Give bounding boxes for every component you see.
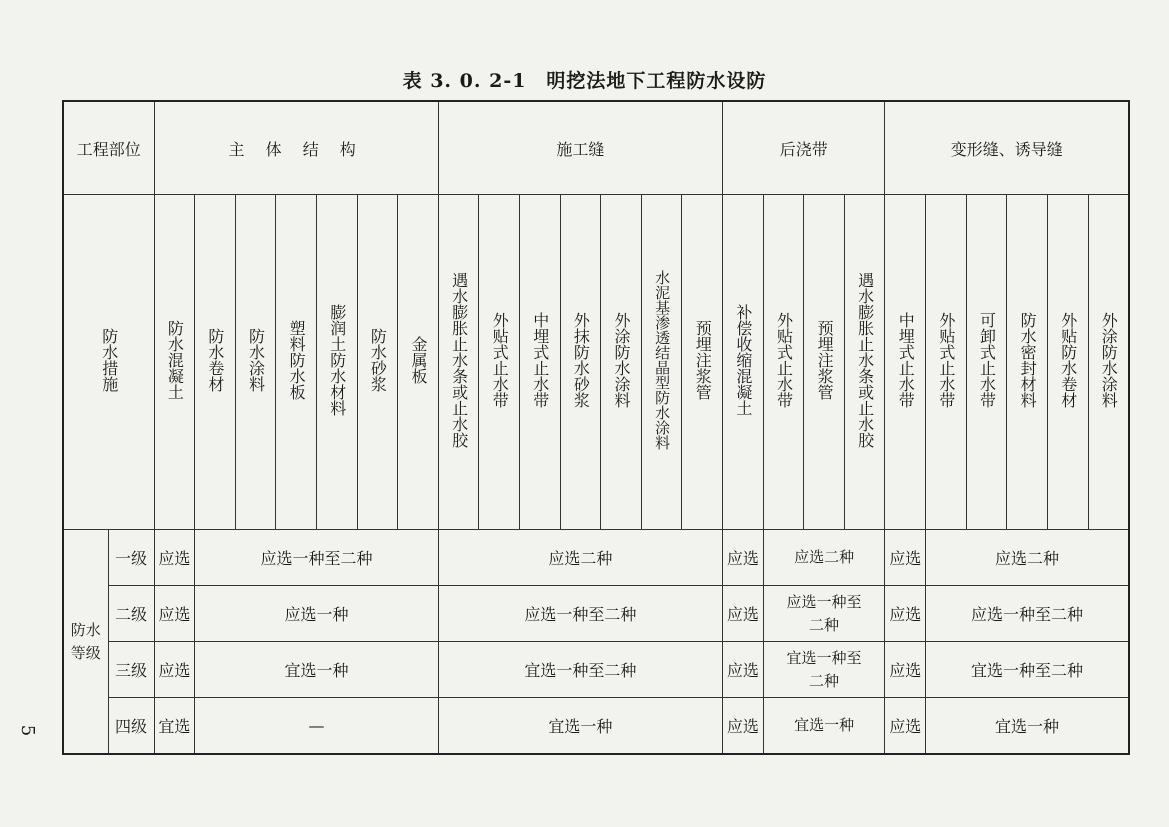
page-number: 5 bbox=[17, 724, 39, 737]
measure-cell: 防水混凝土 bbox=[154, 195, 195, 530]
measure-cell: 补偿收缩混凝土 bbox=[723, 195, 764, 530]
deform-rest-cell: 宜选一种至二种 bbox=[926, 642, 1129, 698]
construction-cell: 宜选一种至二种 bbox=[438, 642, 722, 698]
deform-rest-cell: 应选一种至二种 bbox=[926, 586, 1129, 642]
post-first-cell: 应选 bbox=[723, 698, 764, 755]
measure-cell: 外涂防水涂料 bbox=[1088, 195, 1129, 530]
grade-label: 防水等级 bbox=[70, 621, 101, 662]
deform-first-cell: 应选 bbox=[885, 642, 926, 698]
measure-cell: 中埋式止水带 bbox=[520, 195, 561, 530]
post-first-cell: 应选 bbox=[723, 642, 764, 698]
grade-level: 四级 bbox=[108, 698, 154, 755]
measure-cell: 中埋式止水带 bbox=[885, 195, 926, 530]
group-deformation-joint: 变形缝、诱导缝 bbox=[885, 101, 1129, 195]
waterproof-design-table bbox=[62, 100, 1130, 755]
measure-cell: 金属板 bbox=[398, 195, 439, 530]
measure-cell: 防水砂浆 bbox=[357, 195, 398, 530]
main-rest-cell: 应选一种至二种 bbox=[195, 530, 439, 586]
measure-cell: 塑料防水板 bbox=[276, 195, 317, 530]
group-post-pour-strip: 后浇带 bbox=[723, 101, 885, 195]
grade-row bbox=[63, 642, 1129, 698]
measure-cell: 防水卷材 bbox=[195, 195, 236, 530]
grade-level: 一级 bbox=[108, 530, 154, 586]
grade-label-cell bbox=[63, 530, 108, 755]
header-row bbox=[63, 101, 1129, 195]
measure-cell: 可卸式止水带 bbox=[966, 195, 1007, 530]
measure-cell: 外抹防水砂浆 bbox=[560, 195, 601, 530]
deform-first-cell: 应选 bbox=[885, 530, 926, 586]
part-label: 工程部位 bbox=[76, 139, 141, 159]
post-rest-cell: 宜选一种 bbox=[763, 698, 885, 755]
construction-cell: 应选一种至二种 bbox=[438, 586, 722, 642]
construction-cell: 应选二种 bbox=[438, 530, 722, 586]
group-construction-joint: 施工缝 bbox=[438, 101, 722, 195]
measure-cell: 预埋注浆管 bbox=[804, 195, 845, 530]
measure-cell: 遇水膨胀止水条或止水胶 bbox=[844, 195, 885, 530]
measure-cell: 防水涂料 bbox=[235, 195, 276, 530]
main-first-cell: 应选 bbox=[154, 530, 195, 586]
grade-row bbox=[63, 586, 1129, 642]
main-first-cell: 应选 bbox=[154, 642, 195, 698]
measure-cell: 外贴式止水带 bbox=[926, 195, 967, 530]
table-title: 表 3. 0. 2-1 明挖法地下工程防水设防 bbox=[402, 70, 767, 92]
measure-cell: 膨润土防水材料 bbox=[316, 195, 357, 530]
measure-cell: 外贴式止水带 bbox=[479, 195, 520, 530]
part-label-cell bbox=[63, 101, 154, 195]
main-rest-cell: 应选一种 bbox=[195, 586, 439, 642]
grade-level: 二级 bbox=[108, 586, 154, 642]
measures-row bbox=[63, 195, 1129, 530]
deform-rest-cell: 应选二种 bbox=[926, 530, 1129, 586]
measure-cell: 外贴式止水带 bbox=[763, 195, 804, 530]
grade-row bbox=[63, 530, 1129, 586]
measure-cell: 遇水膨胀止水条或止水胶 bbox=[438, 195, 479, 530]
measure-cell: 预埋注浆管 bbox=[682, 195, 723, 530]
grade-level: 三级 bbox=[108, 642, 154, 698]
construction-cell: 宜选一种 bbox=[438, 698, 722, 755]
main-rest-cell: 宜选一种 bbox=[195, 642, 439, 698]
grade-row bbox=[63, 698, 1129, 755]
group-main-structure: 主 体 结 构 bbox=[154, 101, 438, 195]
deform-first-cell: 应选 bbox=[885, 698, 926, 755]
measure-cell: 外涂防水涂料 bbox=[601, 195, 642, 530]
main-first-cell: 应选 bbox=[154, 586, 195, 642]
main-first-cell: 宜选 bbox=[154, 698, 195, 755]
measure-cell: 防水密封材料 bbox=[1007, 195, 1048, 530]
post-first-cell: 应选 bbox=[723, 530, 764, 586]
deform-first-cell: 应选 bbox=[885, 586, 926, 642]
post-rest-cell: 应选一种至二种 bbox=[763, 586, 885, 642]
measures-label: 防水措施 bbox=[99, 328, 119, 392]
measures-label-cell bbox=[63, 195, 154, 530]
measure-cell: 外贴防水卷材 bbox=[1047, 195, 1088, 530]
main-rest-cell: — bbox=[195, 698, 439, 755]
post-rest-cell: 宜选一种至二种 bbox=[763, 642, 885, 698]
deform-rest-cell: 宜选一种 bbox=[926, 698, 1129, 755]
post-rest-cell: 应选二种 bbox=[763, 530, 885, 586]
post-first-cell: 应选 bbox=[723, 586, 764, 642]
measure-cell: 水泥基渗透结晶型防水涂料 bbox=[641, 195, 682, 530]
